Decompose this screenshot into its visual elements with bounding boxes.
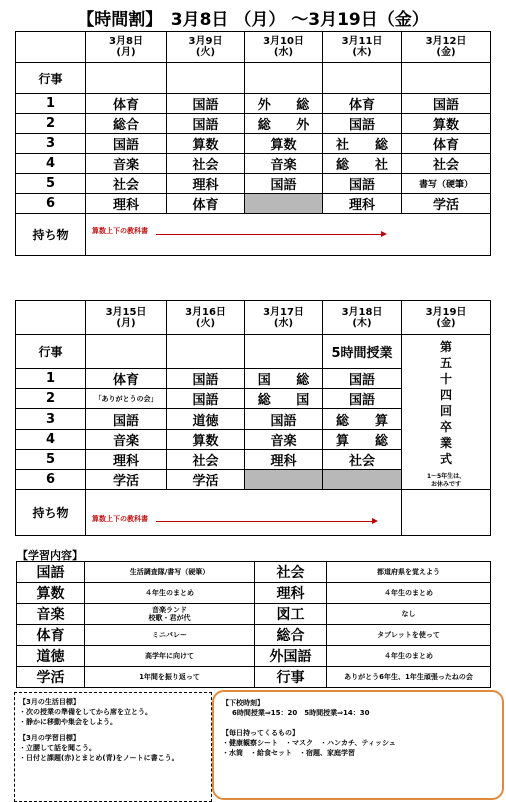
life-goal-item: ・次の授業の準備をしてから席を立とう。 bbox=[19, 708, 152, 716]
corner-cell bbox=[16, 32, 86, 63]
day-header bbox=[323, 301, 402, 335]
subject-half: 国 bbox=[296, 393, 310, 409]
study-row bbox=[17, 667, 491, 688]
subject-name: 音楽 bbox=[17, 604, 85, 625]
date: 3月11日 bbox=[341, 36, 383, 47]
day-header bbox=[402, 301, 491, 335]
subject-cell: 国語 bbox=[167, 94, 245, 114]
subject-cell-split bbox=[245, 94, 323, 114]
subject-half: 総 bbox=[296, 98, 310, 113]
subject-half: 総 bbox=[335, 158, 349, 173]
period-number: 4 bbox=[16, 154, 86, 174]
subject-name: 図工 bbox=[255, 604, 327, 625]
subject-cell: 体育 bbox=[323, 94, 402, 114]
study-row bbox=[17, 625, 491, 646]
period-number: 5 bbox=[16, 174, 86, 194]
header-row bbox=[16, 301, 491, 335]
period-number: 2 bbox=[16, 114, 86, 134]
subject-content: ４年生のまとめ bbox=[327, 646, 491, 667]
subject-name: 学活 bbox=[17, 667, 85, 688]
belongings-row bbox=[16, 490, 491, 536]
subject-cell: 社会 bbox=[86, 174, 167, 194]
date: 3月12日 bbox=[425, 36, 467, 47]
subject-cell: 国語 bbox=[402, 94, 491, 114]
study-goal-item: ・立腰して話を聞こう。 bbox=[19, 744, 96, 752]
event-row bbox=[16, 63, 491, 94]
subject-content: 音楽ランド 校歌・君が代 bbox=[85, 604, 255, 625]
subject-content: 生活調査隊/書写（硬筆） bbox=[85, 562, 255, 583]
arrow-line bbox=[156, 521, 374, 522]
subject-cell: 理科 bbox=[86, 449, 167, 469]
subject-cell: 「ありがとうの会」 bbox=[86, 389, 167, 409]
event-cell: 5時間授業 bbox=[323, 335, 402, 369]
timetable-week1 bbox=[15, 31, 491, 256]
daily-items: ・水筒 ・給食セット ・宿題、家庭学習 bbox=[222, 749, 355, 757]
subject-name: 社会 bbox=[255, 562, 327, 583]
subject-cell: 社会 bbox=[167, 154, 245, 174]
day-header bbox=[245, 32, 323, 63]
study-heading: 【学習内容】 bbox=[17, 549, 83, 562]
subject-cell: 理科 bbox=[86, 194, 167, 214]
subject-half: 総 bbox=[257, 393, 271, 409]
day-header bbox=[402, 32, 491, 63]
subject-cell: 国語 bbox=[323, 389, 402, 409]
empty-cell bbox=[402, 490, 491, 536]
date: 3月8日 bbox=[109, 36, 143, 47]
belongings-label: 持ち物 bbox=[16, 214, 86, 256]
dow: (水) bbox=[273, 317, 294, 329]
subject-cell: 社会 bbox=[323, 449, 402, 469]
period-number: 1 bbox=[16, 369, 86, 389]
subject-cell: 国語 bbox=[167, 389, 245, 409]
subject-content: ４年生のまとめ bbox=[327, 583, 491, 604]
belongings-cell bbox=[86, 214, 491, 256]
subject-cell: 理科 bbox=[245, 449, 323, 469]
period-row bbox=[16, 134, 491, 154]
subject-content: ４年生のまとめ bbox=[85, 583, 255, 604]
graduation-cell bbox=[402, 335, 491, 490]
period-number: 6 bbox=[16, 469, 86, 489]
subject-cell: 道徳 bbox=[167, 409, 245, 429]
date: 3月16日 bbox=[185, 306, 226, 318]
dow: (水) bbox=[273, 47, 294, 58]
subject-content: ミニバレー bbox=[85, 625, 255, 646]
subject-cell: 体育 bbox=[402, 134, 491, 154]
dow: (金) bbox=[436, 47, 456, 58]
subject-name: 体育 bbox=[17, 625, 85, 646]
subject-cell: 国語 bbox=[245, 174, 323, 194]
arrow-head-icon bbox=[381, 231, 387, 237]
subject-cell: 学活 bbox=[167, 469, 245, 489]
belongings-row bbox=[16, 214, 491, 256]
subject-cell-split bbox=[245, 369, 323, 389]
belongings-cell bbox=[86, 490, 402, 536]
subject-cell: 体育 bbox=[86, 369, 167, 389]
holiday-note: 1～5年生は、 お休みです bbox=[426, 473, 466, 488]
life-goal-title: 【3月の生活目標】 bbox=[19, 698, 80, 706]
subject-content: 都道府県を覚えよう bbox=[327, 562, 491, 583]
subject-name: 算数 bbox=[17, 583, 85, 604]
dow: (月) bbox=[116, 47, 136, 58]
subject-cell-split bbox=[323, 154, 402, 174]
period-number: 6 bbox=[16, 194, 86, 214]
period-number: 3 bbox=[16, 134, 86, 154]
subject-half: 総 bbox=[257, 118, 271, 133]
study-table bbox=[16, 561, 491, 688]
subject-cell-split bbox=[323, 134, 402, 154]
subject-half: 国 bbox=[257, 373, 271, 389]
subject-name: 理科 bbox=[255, 583, 327, 604]
belongings-note: 算数上下の教科書 bbox=[92, 227, 148, 235]
subject-content: タブレットを使って bbox=[327, 625, 491, 646]
corner-cell bbox=[16, 301, 86, 335]
subject-content: なし bbox=[327, 604, 491, 625]
subject-name: 道徳 bbox=[17, 646, 85, 667]
dismissal-times: 6時間授業⇒15：20 5時間授業⇒14：30 bbox=[232, 709, 370, 717]
subject-half: 外 bbox=[257, 98, 271, 113]
subject-cell: 体育 bbox=[167, 194, 245, 214]
subject-content: ありがとう6年生、1年生頑張ったねの会 bbox=[327, 667, 491, 688]
subject-cell: 理科 bbox=[167, 174, 245, 194]
date: 3月9日 bbox=[188, 36, 223, 47]
period-number: 1 bbox=[16, 94, 86, 114]
subject-name: 総合 bbox=[255, 625, 327, 646]
subject-cell: 理科 bbox=[323, 194, 402, 214]
dow: (木) bbox=[352, 47, 372, 58]
subject-cell: 書写（硬筆） bbox=[402, 174, 491, 194]
subject-cell: 算数 bbox=[167, 134, 245, 154]
study-row bbox=[17, 604, 491, 625]
event-label: 行事 bbox=[16, 335, 86, 369]
life-goal-item: ・静かに移動や集会をしよう。 bbox=[19, 718, 117, 726]
subject-cell: 国語 bbox=[245, 409, 323, 429]
subject-content: 高学年に向けて bbox=[85, 646, 255, 667]
dow: (火) bbox=[195, 47, 216, 58]
subject-half: 算 bbox=[335, 433, 349, 449]
period-row bbox=[16, 174, 491, 194]
day-header bbox=[167, 32, 245, 63]
study-goal-title: 【3月の学習目標】 bbox=[19, 734, 80, 742]
dismissal-title: 【下校時刻】 bbox=[222, 699, 264, 707]
arrow-line bbox=[156, 234, 382, 235]
dow: (月) bbox=[116, 317, 136, 329]
date: 3月18日 bbox=[341, 306, 383, 318]
subject-half: 外 bbox=[296, 118, 310, 133]
subject-cell: 国語 bbox=[323, 114, 402, 134]
study-row bbox=[17, 562, 491, 583]
subject-cell: 総合 bbox=[86, 114, 167, 134]
period-number: 2 bbox=[16, 389, 86, 409]
subject-cell-split bbox=[245, 114, 323, 134]
blank-gray-cell bbox=[245, 194, 323, 214]
study-row bbox=[17, 646, 491, 667]
subject-cell: 国語 bbox=[167, 114, 245, 134]
date: 3月19日 bbox=[425, 306, 467, 318]
subject-half: 総 bbox=[335, 413, 349, 429]
event-label: 行事 bbox=[16, 63, 86, 94]
period-number: 5 bbox=[16, 449, 86, 469]
subject-cell-split bbox=[323, 409, 402, 429]
study-row bbox=[17, 583, 491, 604]
period-number: 3 bbox=[16, 409, 86, 429]
period-row bbox=[16, 194, 491, 214]
subject-cell: 体育 bbox=[86, 94, 167, 114]
subject-half: 社 bbox=[374, 158, 388, 173]
period-row bbox=[16, 94, 491, 114]
subject-half: 総 bbox=[296, 373, 310, 389]
subject-content: 1年間を振り返って bbox=[85, 667, 255, 688]
subject-cell: 国語 bbox=[86, 409, 167, 429]
subject-cell: 社会 bbox=[402, 154, 491, 174]
day-header bbox=[245, 301, 323, 335]
subject-cell: 音楽 bbox=[245, 154, 323, 174]
belongings-label: 持ち物 bbox=[16, 490, 86, 536]
header-row bbox=[16, 32, 491, 63]
subject-cell: 国語 bbox=[323, 174, 402, 194]
subject-cell-split bbox=[323, 429, 402, 449]
info-box bbox=[212, 690, 504, 800]
subject-cell: 国語 bbox=[323, 369, 402, 389]
daily-items-title: 【毎日持ってくるもの】 bbox=[222, 729, 299, 737]
day-header bbox=[86, 301, 167, 335]
subject-name: 行事 bbox=[255, 667, 327, 688]
subject-cell: 算数 bbox=[245, 134, 323, 154]
subject-cell: 国語 bbox=[167, 369, 245, 389]
timetable-week2 bbox=[15, 300, 491, 536]
subject-cell: 学活 bbox=[86, 469, 167, 489]
period-number: 4 bbox=[16, 429, 86, 449]
daily-items: ・健康観察シート ・マスク ・ハンカチ、ティッシュ bbox=[222, 739, 396, 747]
day-header bbox=[323, 32, 402, 63]
dow: (火) bbox=[195, 317, 216, 329]
period-row bbox=[16, 154, 491, 174]
blank-gray-cell bbox=[323, 469, 402, 489]
arrow-head-icon bbox=[372, 518, 378, 524]
subject-cell: 音楽 bbox=[86, 154, 167, 174]
subject-cell: 音楽 bbox=[245, 429, 323, 449]
dow: (金) bbox=[436, 317, 456, 329]
day-header bbox=[167, 301, 245, 335]
subject-half: 総 bbox=[374, 433, 388, 449]
subject-cell: 学活 bbox=[402, 194, 491, 214]
subject-cell: 社会 bbox=[167, 449, 245, 469]
subject-cell: 音楽 bbox=[86, 429, 167, 449]
subject-cell: 算数 bbox=[402, 114, 491, 134]
study-goal-item: ・日付と課題(赤)とまとめ(青)をノートに書こう。 bbox=[19, 754, 179, 762]
subject-cell: 算数 bbox=[167, 429, 245, 449]
subject-half: 算 bbox=[374, 413, 388, 429]
page-title: 【時間割】 3月8日 （月） ～3月19日（金） bbox=[77, 10, 429, 30]
day-header bbox=[86, 32, 167, 63]
subject-name: 国語 bbox=[17, 562, 85, 583]
monthly-goals-box bbox=[14, 692, 212, 802]
belongings-note: 算数上下の教科書 bbox=[92, 515, 148, 523]
graduation-ceremony-text: 第 五 十 四 回 卒 業 式 bbox=[439, 340, 452, 466]
date: 3月10日 bbox=[263, 36, 304, 47]
dow: (木) bbox=[352, 317, 372, 329]
subject-cell: 国語 bbox=[86, 134, 167, 154]
date: 3月15日 bbox=[105, 306, 147, 318]
event-row bbox=[16, 335, 491, 369]
date: 3月17日 bbox=[263, 306, 304, 318]
blank-gray-cell bbox=[245, 469, 323, 489]
subject-cell-split bbox=[245, 389, 323, 409]
subject-half: 社 bbox=[335, 138, 349, 153]
subject-half: 総 bbox=[374, 138, 388, 153]
period-row bbox=[16, 114, 491, 134]
subject-name: 外国語 bbox=[255, 646, 327, 667]
